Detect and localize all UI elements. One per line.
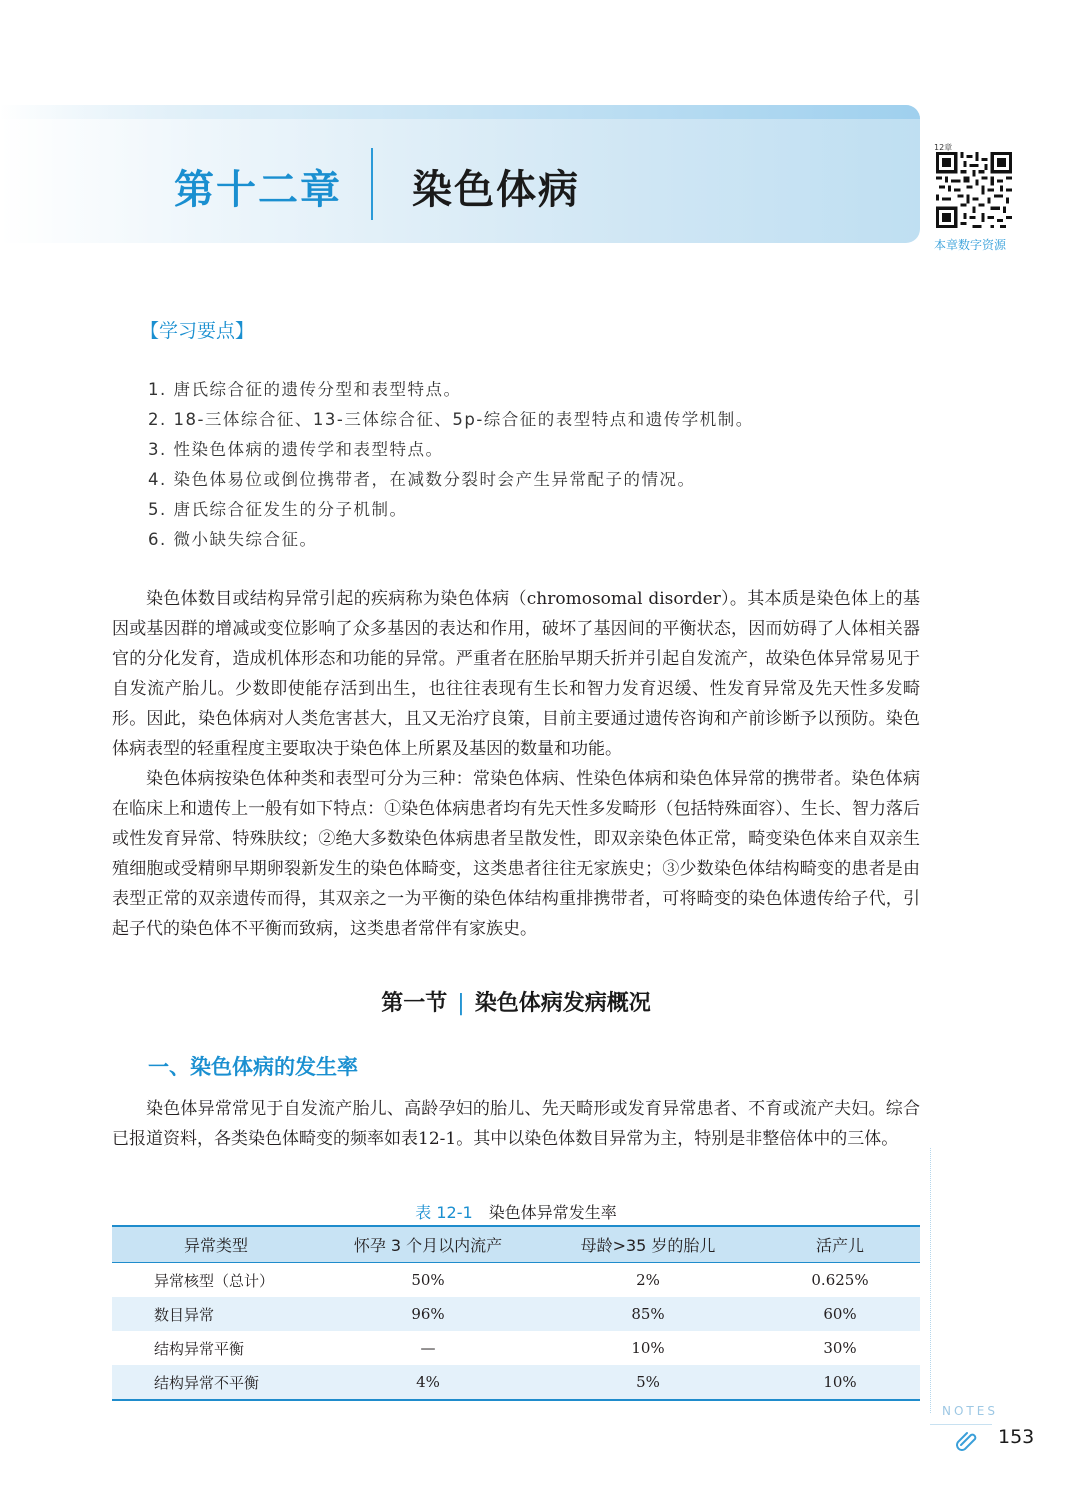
- section-heading: 染色体病发病概况: [474, 991, 651, 1016]
- table-row: [112, 1331, 920, 1365]
- page-number: 153: [998, 1426, 1035, 1448]
- table-row: [112, 1297, 920, 1331]
- key-points-list: [148, 375, 754, 555]
- table-cell: 异常核型（总计）: [154, 1271, 275, 1290]
- table-row: [112, 1365, 920, 1400]
- qr-caption: 本章数字资源: [934, 238, 1007, 252]
- table-cell: 60%: [823, 1305, 857, 1323]
- list-item: 6. 微小缺失综合征。: [148, 530, 318, 549]
- notes-margin-line: [930, 1148, 931, 1413]
- qr-code-icon[interactable]: [936, 152, 1012, 228]
- table-cell: 5%: [636, 1373, 660, 1391]
- table-cell: 10%: [631, 1339, 665, 1357]
- incidence-table: [112, 1225, 920, 1401]
- chapter-divider: [371, 148, 373, 220]
- table-cell: 85%: [631, 1305, 665, 1323]
- table-cell: 0.625%: [811, 1271, 869, 1289]
- section-title: [0, 986, 1032, 1017]
- key-points-heading: 【学习要点】: [140, 320, 255, 342]
- list-item: 3. 性染色体病的遗传学和表型特点。: [148, 440, 444, 459]
- section-label: 第一节: [381, 991, 448, 1016]
- table-cell: 结构异常平衡: [154, 1339, 245, 1358]
- table-cell: 2%: [636, 1271, 660, 1289]
- table-cell: 96%: [411, 1305, 445, 1323]
- list-item: 1. 唐氏综合征的遗传分型和表型特点。: [148, 380, 462, 399]
- notes-label: NOTES: [942, 1404, 998, 1418]
- paperclip-icon: [955, 1427, 979, 1451]
- table-cell: 数目异常: [154, 1305, 215, 1324]
- chapter-banner-highlight: [0, 105, 920, 119]
- list-item: 2. 18-三体综合征、13-三体综合征、5p-综合征的表型特点和遗传学机制。: [148, 410, 754, 429]
- list-item: 4. 染色体易位或倒位携带者，在减数分裂时会产生异常配子的情况。: [148, 470, 696, 489]
- table-header-row: [112, 1226, 920, 1263]
- paragraph: 染色体病按染色体种类和表型可分为三种：常染色体病、性染色体病和染色体异常的携带者。染色体病在临床上和遗传上一般有如下特点：①染色体病患者均有先天性多发畸形（包括特殊面容）、生长、智力落后或性发育异常、特殊肤纹；②绝大多数染色体病患者呈散发性，即双亲染色体正常，畸变染色体来自双亲生殖细胞或受精卵早期卵裂新发生的染色体畸变，这类患者往往无家族史；③少数染色体结构畸变的患者是由表型正常的双亲遗传而得，其双亲之一为平衡的染色体结构重排携带者，可将畸变的染色体遗传给子代，引起子代的染色体不平衡而致病，这类患者常伴有家族史。: [112, 769, 920, 939]
- table-cell: 50%: [411, 1271, 445, 1289]
- table-cell: 10%: [823, 1373, 857, 1391]
- column-header: 异常类型: [183, 1236, 248, 1255]
- table-row: [112, 1263, 920, 1298]
- table-caption: [0, 1200, 1032, 1223]
- notes-rule: [930, 1424, 992, 1425]
- column-header: 怀孕 3 个月以内流产: [353, 1236, 503, 1255]
- chapter-title: 染色体病: [412, 167, 580, 213]
- column-header: 母龄>35 岁的胎儿: [580, 1236, 716, 1255]
- section-divider: |: [457, 991, 465, 1016]
- table-cell: 4%: [416, 1373, 440, 1391]
- section-text: [112, 1094, 920, 1154]
- paragraph: 染色体异常常见于自发流产胎儿、高龄孕妇的胎儿、先天畸形或发育异常患者、不育或流产夫妇。综合已报道资料，各类染色体畸变的频率如表12-1。其中以染色体数目异常为主，特别是非整倍体中的三体。: [112, 1099, 920, 1149]
- qr-code-block[interactable]: [934, 143, 1014, 253]
- chapter-number: 第十二章: [174, 167, 342, 213]
- table-cell: 结构异常不平衡: [154, 1373, 260, 1392]
- column-header: 活产儿: [815, 1236, 864, 1255]
- subsection-title: 一、染色体病的发生率: [148, 1055, 358, 1079]
- table-cell: 30%: [823, 1339, 857, 1357]
- table-caption-text: 染色体异常发生率: [488, 1203, 617, 1222]
- list-item: 5. 唐氏综合征发生的分子机制。: [148, 500, 408, 519]
- paragraph: 染色体数目或结构异常引起的疾病称为染色体病（chromosomal disorder）。其本质是染色体上的基因或基因群的增减或变位影响了众多基因的表达和作用，破坏了基因间的平衡状态，因而妨碍了人体相关器官的分化发育，造成机体形态和功能的异常。严重者在胚胎早期夭折并引起自发流产，故染色体异常易见于自发流产胎儿。少数即使能存活到出生，也往往表现有生长和智力发育迟缓、性发育异常及先天性多发畸形。因此，染色体病对人类危害甚大，且又无治疗良策，目前主要通过遗传咨询和产前诊断予以预防。染色体病表型的轻重程度主要取决于染色体上所累及基因的数量和功能。: [112, 589, 920, 759]
- table-number: 表 12-1: [415, 1203, 473, 1222]
- intro-text: [112, 584, 920, 944]
- table-cell: —: [420, 1339, 436, 1357]
- qr-tag: 12章: [934, 143, 953, 152]
